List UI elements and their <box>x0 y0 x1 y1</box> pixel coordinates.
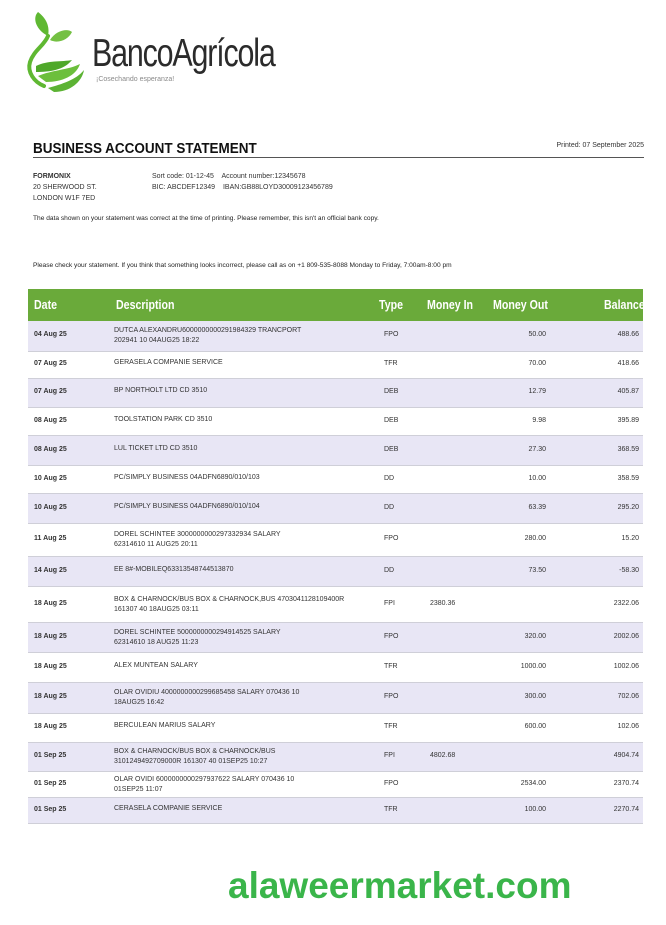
cell-date: 04 Aug 25 <box>34 331 67 339</box>
cell-type: TFR <box>384 360 398 368</box>
cell-description: OLAR OVIDI 6000000000297937622 SALARY 070436 10 <box>114 775 295 783</box>
sort-code: Sort code: 01-12-45 <box>152 173 214 180</box>
cell-description: GERASELA COMPANIE SERVICE <box>114 359 223 367</box>
cell-type: DD <box>384 474 395 482</box>
cell-balance: 395.89 <box>617 416 639 424</box>
cell-description-line2: 62314610 11 AUG25 20:11 <box>114 541 198 549</box>
cell-date: 18 Aug 25 <box>34 693 67 701</box>
cell-money-in: 2380.36 <box>430 599 456 607</box>
cell-date: 11 Aug 25 <box>34 535 67 543</box>
cell-money-out: 12.79 <box>528 388 546 396</box>
cell-balance: 295.20 <box>617 503 639 511</box>
cell-date: 08 Aug 25 <box>34 445 67 453</box>
cell-type: FPO <box>384 693 399 701</box>
customer-address <box>33 171 97 204</box>
cell-description-line2: 62314610 18 AUG25 11:23 <box>114 638 199 646</box>
cell-money-out: 63.39 <box>528 503 546 511</box>
cell-balance: 2002.06 <box>613 632 639 640</box>
cell-description: BERCULEAN MARIUS SALARY <box>114 722 216 730</box>
cell-money-out: 10.00 <box>528 474 546 482</box>
cell-type: FPI <box>384 599 395 607</box>
cell-description: ALEX MUNTEAN SALARY <box>114 661 198 669</box>
cell-type: FPO <box>384 779 399 787</box>
cell-description-line2: 3101249492709000R 161307 40 01SEP25 10:27 <box>114 758 268 766</box>
brand-tagline: ¡Cosechando esperanza! <box>96 76 175 83</box>
table-row <box>28 772 643 799</box>
cell-date: 18 Aug 25 <box>34 599 67 607</box>
address-line2: LONDON W1F 7ED <box>33 195 96 202</box>
cell-balance: 2270.74 <box>613 805 639 813</box>
cell-balance: 2322.06 <box>613 599 639 607</box>
cell-description: BOX & CHARNOCK/BUS BOX & CHARNOCK,BUS 4703041128109400R <box>114 595 345 603</box>
table-header <box>28 289 643 321</box>
table-row <box>28 408 643 437</box>
cell-balance: 368.59 <box>617 445 639 453</box>
cell-balance: 358.59 <box>617 474 639 482</box>
cell-description: OLAR OVIDIU 4000000000299685458 SALARY 070436 10 <box>114 689 300 697</box>
iban: IBAN:GB88LOYD30009123456789 <box>222 184 333 191</box>
cell-balance: 2370.74 <box>613 779 639 787</box>
cell-date: 01 Sep 25 <box>34 779 67 787</box>
cell-date: 18 Aug 25 <box>34 632 67 640</box>
cell-date: 10 Aug 25 <box>34 503 67 511</box>
cell-money-out: 2534.00 <box>520 779 546 787</box>
cell-description-line2: 01SEP25 11:07 <box>114 785 163 793</box>
cell-balance: 15.20 <box>621 535 639 543</box>
cell-description: DUTCA ALEXANDRU6000000000291984329 TRANCPORT <box>114 327 302 335</box>
cell-type: FPO <box>384 632 399 640</box>
table-row <box>28 623 643 653</box>
col-money-out-header: Money Out <box>493 298 548 312</box>
printed-date: Printed: 07 September 2025 <box>556 142 644 149</box>
cell-money-out: 9.98 <box>532 416 546 424</box>
table-row <box>28 714 643 744</box>
brand-name: BancoAgrícola <box>92 32 275 75</box>
cell-balance: 702.06 <box>617 693 639 701</box>
table-row <box>28 683 643 714</box>
cell-type: FPI <box>384 752 395 760</box>
cell-date: 01 Sep 25 <box>34 805 67 813</box>
cell-money-out: 100.00 <box>524 805 546 813</box>
cell-type: TFR <box>384 805 398 813</box>
cell-type: DEB <box>384 416 399 424</box>
accuracy-note: The data shown on your statement was correct at the time of printing. Please remember, this isn't an official bank copy. <box>33 215 379 222</box>
cell-balance: 488.66 <box>617 331 639 339</box>
table-row <box>28 494 643 524</box>
table-row <box>28 466 643 495</box>
table-row <box>28 321 643 352</box>
cell-money-out: 73.50 <box>528 566 546 574</box>
table-row <box>28 352 643 380</box>
cell-description-line2: 161307 40 18AUG25 03:11 <box>114 605 199 613</box>
cell-description: PC/SIMPLY BUSINESS 04ADFN6890/010/104 <box>114 502 260 510</box>
cell-date: 14 Aug 25 <box>34 566 67 574</box>
cell-type: DEB <box>384 388 399 396</box>
page-title: BUSINESS ACCOUNT STATEMENT <box>33 141 257 157</box>
cell-money-out: 70.00 <box>528 360 546 368</box>
cell-description: BOX & CHARNOCK/BUS BOX & CHARNOCK/BUS <box>114 748 276 756</box>
cell-description-line2: 202941 10 04AUG25 18:22 <box>114 337 200 345</box>
cell-money-out: 50.00 <box>528 331 546 339</box>
table-body <box>28 321 643 824</box>
cell-balance: -58.30 <box>619 566 639 574</box>
contact-note: Please check your statement. If you think that something looks incorrect, please call as on +1 809-535-8088 Monday to Friday, 7:00am-8:00 pm <box>33 262 452 269</box>
cell-money-out: 280.00 <box>524 535 546 543</box>
col-balance-header: Balance <box>604 298 645 312</box>
table-row <box>28 743 643 772</box>
cell-description: EE 8#-MOBILEQ63313548744513870 <box>114 565 234 573</box>
cell-type: DD <box>384 566 395 574</box>
cell-date: 18 Aug 25 <box>34 723 67 731</box>
cell-type: DD <box>384 503 395 511</box>
cell-money-out: 27.30 <box>528 445 546 453</box>
cell-money-out: 600.00 <box>524 723 546 731</box>
account-details <box>152 171 339 193</box>
cell-balance: 102.06 <box>617 723 639 731</box>
cell-balance: 4904.74 <box>613 752 639 760</box>
account-number: Account number:12345678 <box>221 173 306 180</box>
cell-description: DOREL SCHINTEE 5000000000294914525 SALARY <box>114 628 281 636</box>
address-line1: 20 SHERWOOD ST. <box>33 184 97 191</box>
cell-description: CERASELA COMPANIE SERVICE <box>114 804 223 812</box>
cell-description: TOOLSTATION PARK CD 3510 <box>114 415 213 423</box>
col-date-header: Date <box>34 298 58 312</box>
table-row <box>28 524 643 558</box>
col-type-header: Type <box>379 298 404 312</box>
cell-date: 18 Aug 25 <box>34 662 67 670</box>
cell-date: 07 Aug 25 <box>34 360 67 368</box>
table-row <box>28 653 643 684</box>
table-row <box>28 798 643 824</box>
cell-money-in: 4802.68 <box>430 752 456 760</box>
cell-balance: 418.66 <box>617 360 639 368</box>
cell-money-out: 320.00 <box>524 632 546 640</box>
transactions-table <box>28 289 643 824</box>
table-row <box>28 557 643 587</box>
cell-description: LUL TICKET LTD CD 3510 <box>114 444 198 452</box>
cell-money-out: 300.00 <box>524 693 546 701</box>
table-row <box>28 587 643 624</box>
sprout-field-icon <box>22 10 92 95</box>
cell-date: 10 Aug 25 <box>34 474 67 482</box>
bank-logo <box>22 10 302 100</box>
cell-date: 07 Aug 25 <box>34 388 67 396</box>
table-row <box>28 436 643 466</box>
statement-title-bar <box>33 141 644 158</box>
watermark: alaweermarket.com <box>228 865 572 906</box>
cell-money-out: 1000.00 <box>520 662 546 670</box>
cell-description-line2: 18AUG25 16:42 <box>114 699 165 707</box>
cell-description: PC/SIMPLY BUSINESS 04ADFN6890/010/103 <box>114 473 260 481</box>
cell-description: BP NORTHOLT LTD CD 3510 <box>114 387 208 395</box>
cell-balance: 1002.06 <box>613 662 639 670</box>
cell-type: FPO <box>384 535 399 543</box>
cell-type: TFR <box>384 723 398 731</box>
cell-date: 08 Aug 25 <box>34 416 67 424</box>
col-money-in-header: Money In <box>427 298 474 312</box>
cell-type: TFR <box>384 662 398 670</box>
cell-date: 01 Sep 25 <box>34 752 67 760</box>
table-row <box>28 379 643 408</box>
cell-description: DOREL SCHINTEE 3000000000297332934 SALARY <box>114 531 281 539</box>
bic: BIC: ABCDEF12349 <box>152 184 216 191</box>
cell-type: DEB <box>384 445 399 453</box>
company-name: FORMONIX <box>33 173 71 180</box>
cell-type: FPO <box>384 331 399 339</box>
cell-balance: 405.87 <box>617 388 639 396</box>
col-description-header: Description <box>116 298 175 312</box>
